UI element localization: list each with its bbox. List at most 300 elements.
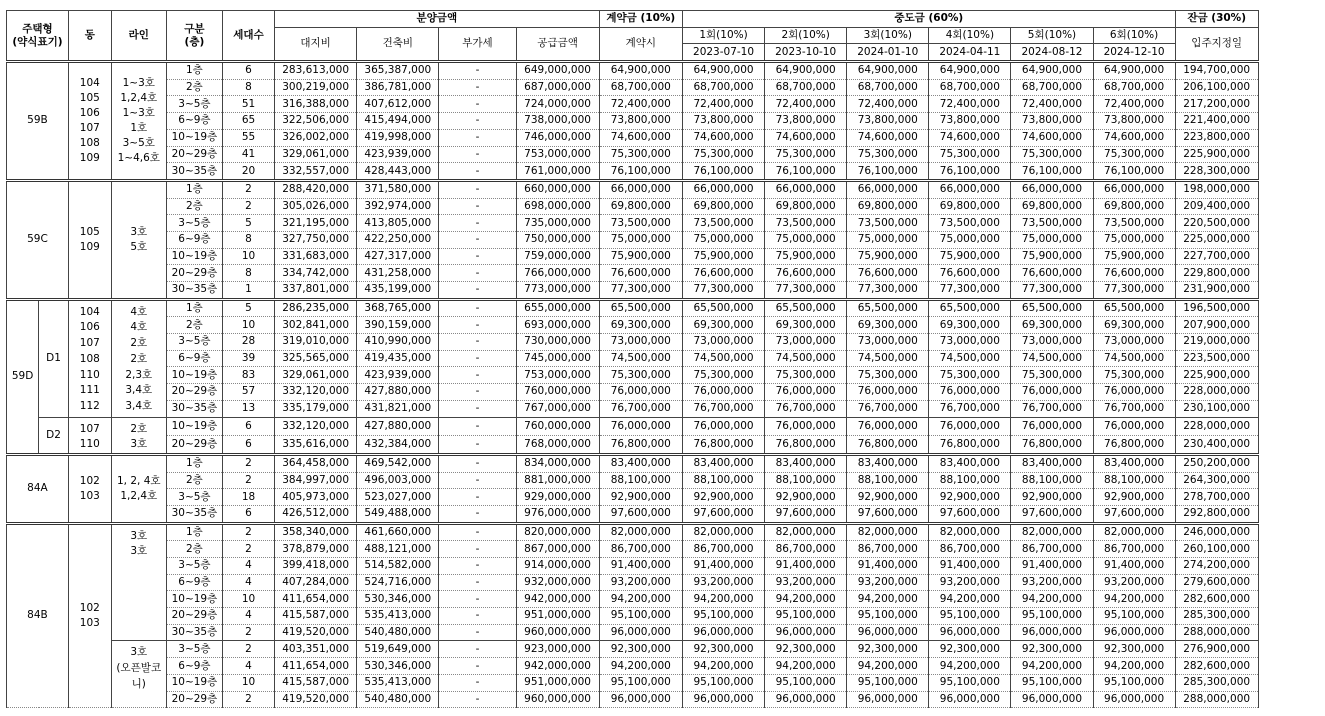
cell-deposit: 66,000,000 (599, 180, 682, 198)
cell-building: 435,199,000 (357, 282, 439, 300)
table-row (7, 591, 1325, 608)
dong-list (68, 454, 111, 523)
cell-supply: 724,000,000 (516, 96, 599, 113)
cell-building: 496,003,000 (357, 472, 439, 489)
header-middle-5: 5회(10%) (1011, 27, 1093, 44)
cell-middle-5: 95,100,000 (1011, 608, 1093, 625)
table-row (7, 691, 1325, 708)
cell-middle-1: 72,400,000 (682, 96, 764, 113)
type-label-59c: 59C (7, 180, 69, 299)
cell-supply: 767,000,000 (516, 400, 599, 417)
type-label-84b: 84B (7, 523, 69, 708)
cell-middle-6: 83,400,000 (1093, 454, 1175, 472)
cell-units: 6 (223, 505, 275, 523)
table-row (7, 282, 1325, 300)
cell-middle-4: 95,100,000 (929, 674, 1011, 691)
cell-floor: 1층 (166, 62, 222, 80)
cell-middle-1: 76,100,000 (682, 163, 764, 181)
cell-deposit: 82,000,000 (599, 523, 682, 541)
cell-supply: 759,000,000 (516, 248, 599, 265)
cell-middle-3: 77,300,000 (847, 282, 929, 300)
cell-middle-3: 76,000,000 (847, 417, 929, 435)
line-list-entry: 2,3호 (125, 368, 153, 381)
cell-units: 65 (223, 113, 275, 130)
cell-building: 469,542,000 (357, 454, 439, 472)
cell-middle-3: 75,300,000 (847, 146, 929, 163)
cell-middle-4: 76,000,000 (929, 417, 1011, 435)
cell-middle-2: 68,700,000 (765, 79, 847, 96)
cell-land: 327,750,000 (275, 231, 357, 248)
cell-deposit: 94,200,000 (599, 591, 682, 608)
cell-deposit: 86,700,000 (599, 541, 682, 558)
cell-floor: 1층 (166, 523, 222, 541)
cell-building: 530,346,000 (357, 591, 439, 608)
cell-supply: 881,000,000 (516, 472, 599, 489)
cell-middle-3: 73,800,000 (847, 113, 929, 130)
cell-middle-1: 74,500,000 (682, 350, 764, 367)
cell-middle-1: 69,800,000 (682, 198, 764, 215)
header-middle-6: 6회(10%) (1093, 27, 1175, 44)
cell-deposit: 91,400,000 (599, 558, 682, 575)
cell-vat: - (439, 113, 516, 130)
cell-middle-5: 76,700,000 (1011, 400, 1093, 417)
cell-building: 392,974,000 (357, 198, 439, 215)
cell-units: 83 (223, 367, 275, 384)
cell-floor: 30~35층 (166, 400, 222, 417)
cell-units: 39 (223, 350, 275, 367)
cell-middle-4: 75,300,000 (929, 146, 1011, 163)
table-row (7, 400, 1325, 417)
cell-middle-1: 77,300,000 (682, 282, 764, 300)
cell-middle-2: 95,100,000 (765, 674, 847, 691)
cell-units: 4 (223, 608, 275, 625)
cell-middle-3: 76,700,000 (847, 400, 929, 417)
cell-units: 57 (223, 384, 275, 401)
cell-building: 514,582,000 (357, 558, 439, 575)
dong-list-entry: 108 (79, 136, 100, 149)
cell-supply: 951,000,000 (516, 608, 599, 625)
cell-middle-5: 82,000,000 (1011, 523, 1093, 541)
cell-units: 1 (223, 282, 275, 300)
line-list-entry: 1~3호 (122, 106, 155, 119)
cell-supply: 960,000,000 (516, 691, 599, 708)
cell-balance: 276,900,000 (1175, 641, 1258, 658)
cell-supply: 745,000,000 (516, 350, 599, 367)
cell-land: 332,120,000 (275, 417, 357, 435)
cell-middle-6: 76,000,000 (1093, 417, 1175, 435)
cell-middle-6: 76,100,000 (1093, 163, 1175, 181)
cell-middle-4: 75,000,000 (929, 231, 1011, 248)
line-list-entry: 3호 (130, 529, 148, 542)
line-list-entry: 5호 (130, 240, 148, 253)
cell-middle-2: 75,000,000 (765, 231, 847, 248)
cell-balance: 229,800,000 (1175, 265, 1258, 282)
cell-middle-1: 96,000,000 (682, 691, 764, 708)
line-list (111, 62, 166, 181)
cell-units: 10 (223, 248, 275, 265)
cell-vat: - (439, 658, 516, 675)
cell-middle-5: 75,900,000 (1011, 248, 1093, 265)
dong-list-entry: 105 (79, 91, 100, 104)
cell-middle-1: 94,200,000 (682, 658, 764, 675)
cell-middle-6: 73,500,000 (1093, 215, 1175, 232)
cell-middle-2: 91,400,000 (765, 558, 847, 575)
table-row (7, 215, 1325, 232)
line-list-entry: 2호 (130, 337, 148, 350)
cell-land: 384,997,000 (275, 472, 357, 489)
cell-land: 322,506,000 (275, 113, 357, 130)
cell-land: 288,420,000 (275, 180, 357, 198)
cell-balance: 220,500,000 (1175, 215, 1258, 232)
dong-list-entry: 104 (79, 76, 100, 89)
table-row (7, 163, 1325, 181)
line-list-entry: (오픈발코 (116, 662, 162, 675)
cell-middle-2: 77,300,000 (765, 282, 847, 300)
cell-middle-5: 77,300,000 (1011, 282, 1093, 300)
cell-middle-2: 73,500,000 (765, 215, 847, 232)
cell-supply: 753,000,000 (516, 146, 599, 163)
line-list-entry: 4호 (130, 321, 148, 334)
cell-units: 2 (223, 180, 275, 198)
cell-middle-2: 97,600,000 (765, 505, 847, 523)
cell-middle-6: 75,900,000 (1093, 248, 1175, 265)
cell-supply: 867,000,000 (516, 541, 599, 558)
table-row (7, 367, 1325, 384)
cell-balance: 207,900,000 (1175, 317, 1258, 334)
cell-balance: 206,100,000 (1175, 79, 1258, 96)
cell-middle-3: 93,200,000 (847, 574, 929, 591)
cell-units: 4 (223, 574, 275, 591)
cell-middle-3: 96,000,000 (847, 691, 929, 708)
cell-building: 535,413,000 (357, 608, 439, 625)
table-row (7, 231, 1325, 248)
cell-middle-4: 86,700,000 (929, 541, 1011, 558)
cell-balance: 282,600,000 (1175, 658, 1258, 675)
cell-middle-5: 66,000,000 (1011, 180, 1093, 198)
cell-vat: - (439, 231, 516, 248)
table-row (7, 624, 1325, 641)
cell-middle-5: 92,900,000 (1011, 489, 1093, 506)
cell-middle-1: 92,300,000 (682, 641, 764, 658)
cell-vat: - (439, 367, 516, 384)
cell-supply: 738,000,000 (516, 113, 599, 130)
cell-units: 4 (223, 658, 275, 675)
table-row (7, 472, 1325, 489)
cell-floor: 10~19층 (166, 417, 222, 435)
cell-building: 423,939,000 (357, 146, 439, 163)
cell-middle-6: 75,300,000 (1093, 367, 1175, 384)
cell-units: 2 (223, 198, 275, 215)
cell-land: 316,388,000 (275, 96, 357, 113)
cell-land: 300,219,000 (275, 79, 357, 96)
cell-supply: 735,000,000 (516, 215, 599, 232)
cell-floor: 30~35층 (166, 282, 222, 300)
cell-middle-6: 74,600,000 (1093, 129, 1175, 146)
cell-middle-1: 69,300,000 (682, 317, 764, 334)
dong-list (68, 180, 111, 299)
cell-middle-5: 65,500,000 (1011, 299, 1093, 317)
cell-middle-5: 74,500,000 (1011, 350, 1093, 367)
cell-middle-6: 73,800,000 (1093, 113, 1175, 130)
dong-list-entry: 103 (79, 616, 100, 629)
cell-vat: - (439, 384, 516, 401)
cell-middle-5: 92,300,000 (1011, 641, 1093, 658)
dong-list (68, 62, 111, 181)
cell-middle-1: 68,700,000 (682, 79, 764, 96)
cell-land: 325,565,000 (275, 350, 357, 367)
cell-vat: - (439, 435, 516, 454)
cell-middle-3: 73,000,000 (847, 334, 929, 351)
dong-list-entry: 106 (79, 106, 100, 119)
cell-middle-2: 72,400,000 (765, 96, 847, 113)
cell-units: 5 (223, 299, 275, 317)
cell-middle-4: 76,000,000 (929, 384, 1011, 401)
cell-deposit: 76,700,000 (599, 400, 682, 417)
header-deposit: 계약금 (10%) (599, 11, 682, 28)
cell-units: 2 (223, 691, 275, 708)
cell-middle-6: 94,200,000 (1093, 658, 1175, 675)
header-line: 라인 (111, 11, 166, 62)
cell-middle-6: 69,800,000 (1093, 198, 1175, 215)
cell-floor: 30~35층 (166, 505, 222, 523)
dong-list (68, 523, 111, 708)
line-list-entry: 1호 (130, 121, 148, 134)
cell-middle-4: 94,200,000 (929, 658, 1011, 675)
cell-deposit: 75,000,000 (599, 231, 682, 248)
cell-middle-4: 74,600,000 (929, 129, 1011, 146)
price-table-container (6, 10, 1325, 708)
cell-middle-1: 75,300,000 (682, 146, 764, 163)
cell-units: 2 (223, 472, 275, 489)
cell-land: 378,879,000 (275, 541, 357, 558)
cell-middle-6: 92,300,000 (1093, 641, 1175, 658)
cell-balance: 260,100,000 (1175, 541, 1258, 558)
cell-supply: 976,000,000 (516, 505, 599, 523)
cell-vat: - (439, 198, 516, 215)
dong-list-entry: 107 (79, 121, 100, 134)
cell-building: 524,716,000 (357, 574, 439, 591)
cell-building: 461,660,000 (357, 523, 439, 541)
cell-middle-3: 95,100,000 (847, 608, 929, 625)
cell-middle-2: 92,300,000 (765, 641, 847, 658)
cell-middle-3: 74,500,000 (847, 350, 929, 367)
cell-land: 334,742,000 (275, 265, 357, 282)
header-middle-payment: 중도금 (60%) (682, 11, 1175, 28)
cell-building: 540,480,000 (357, 691, 439, 708)
cell-building: 419,435,000 (357, 350, 439, 367)
cell-deposit: 76,000,000 (599, 384, 682, 401)
cell-balance: 228,000,000 (1175, 417, 1258, 435)
cell-land: 419,520,000 (275, 691, 357, 708)
line-list (111, 180, 166, 299)
cell-middle-2: 69,800,000 (765, 198, 847, 215)
cell-land: 419,520,000 (275, 624, 357, 641)
cell-building: 427,880,000 (357, 384, 439, 401)
dong-list-entry: 111 (79, 384, 100, 397)
table-row (7, 350, 1325, 367)
table-row (7, 505, 1325, 523)
cell-middle-1: 74,600,000 (682, 129, 764, 146)
cell-floor: 20~29층 (166, 384, 222, 401)
cell-middle-1: 73,800,000 (682, 113, 764, 130)
cell-middle-5: 94,200,000 (1011, 591, 1093, 608)
table-row (7, 129, 1325, 146)
cell-middle-6: 91,400,000 (1093, 558, 1175, 575)
cell-middle-1: 64,900,000 (682, 62, 764, 80)
cell-balance: 219,000,000 (1175, 334, 1258, 351)
cell-deposit: 76,100,000 (599, 163, 682, 181)
cell-middle-2: 83,400,000 (765, 454, 847, 472)
table-row (7, 334, 1325, 351)
cell-middle-1: 75,000,000 (682, 231, 764, 248)
cell-building: 523,027,000 (357, 489, 439, 506)
cell-deposit: 64,900,000 (599, 62, 682, 80)
cell-vat: - (439, 334, 516, 351)
cell-floor: 3~5층 (166, 215, 222, 232)
cell-middle-4: 83,400,000 (929, 454, 1011, 472)
table-row (7, 62, 1325, 80)
cell-units: 2 (223, 523, 275, 541)
cell-middle-5: 64,900,000 (1011, 62, 1093, 80)
cell-middle-4: 75,900,000 (929, 248, 1011, 265)
cell-units: 18 (223, 489, 275, 506)
cell-land: 405,973,000 (275, 489, 357, 506)
cell-deposit: 96,000,000 (599, 624, 682, 641)
cell-middle-3: 92,300,000 (847, 641, 929, 658)
cell-middle-3: 66,000,000 (847, 180, 929, 198)
cell-deposit: 73,800,000 (599, 113, 682, 130)
cell-supply: 760,000,000 (516, 384, 599, 401)
cell-middle-1: 88,100,000 (682, 472, 764, 489)
cell-vat: - (439, 79, 516, 96)
table-row (7, 265, 1325, 282)
cell-building: 535,413,000 (357, 674, 439, 691)
cell-deposit: 69,300,000 (599, 317, 682, 334)
price-table (6, 10, 1325, 708)
cell-middle-1: 73,500,000 (682, 215, 764, 232)
cell-balance: 225,900,000 (1175, 367, 1258, 384)
table-row (7, 641, 1325, 658)
cell-deposit: 73,000,000 (599, 334, 682, 351)
cell-middle-4: 73,800,000 (929, 113, 1011, 130)
cell-middle-2: 65,500,000 (765, 299, 847, 317)
line-list-entry: 1,2,4호 (120, 91, 158, 104)
table-row (7, 384, 1325, 401)
header-middle-4: 4회(10%) (929, 27, 1011, 44)
cell-floor: 6~9층 (166, 574, 222, 591)
cell-supply: 820,000,000 (516, 523, 599, 541)
dong-list-entry: 103 (79, 489, 100, 502)
cell-middle-6: 72,400,000 (1093, 96, 1175, 113)
cell-middle-2: 96,000,000 (765, 624, 847, 641)
cell-vat: - (439, 400, 516, 417)
cell-middle-1: 76,700,000 (682, 400, 764, 417)
cell-building: 423,939,000 (357, 367, 439, 384)
cell-deposit: 75,900,000 (599, 248, 682, 265)
cell-balance: 225,900,000 (1175, 146, 1258, 163)
cell-middle-3: 91,400,000 (847, 558, 929, 575)
cell-supply: 687,000,000 (516, 79, 599, 96)
cell-middle-4: 96,000,000 (929, 624, 1011, 641)
header-dong: 동 (68, 11, 111, 62)
cell-middle-4: 76,700,000 (929, 400, 1011, 417)
cell-floor: 6~9층 (166, 231, 222, 248)
cell-balance: 278,700,000 (1175, 489, 1258, 506)
header-middle-date-3: 2024-01-10 (847, 44, 929, 62)
cell-vat: - (439, 454, 516, 472)
cell-vat: - (439, 691, 516, 708)
table-row (7, 674, 1325, 691)
cell-floor: 2층 (166, 317, 222, 334)
cell-floor: 3~5층 (166, 489, 222, 506)
cell-middle-2: 92,900,000 (765, 489, 847, 506)
cell-building: 427,880,000 (357, 417, 439, 435)
cell-vat: - (439, 505, 516, 523)
cell-land: 411,654,000 (275, 591, 357, 608)
cell-supply: 834,000,000 (516, 454, 599, 472)
cell-balance: 230,400,000 (1175, 435, 1258, 454)
cell-deposit: 77,300,000 (599, 282, 682, 300)
cell-middle-4: 74,500,000 (929, 350, 1011, 367)
cell-land: 286,235,000 (275, 299, 357, 317)
cell-balance: 227,700,000 (1175, 248, 1258, 265)
line-list (111, 299, 166, 417)
header-sale-amount: 분양금액 (275, 11, 600, 28)
cell-building: 428,443,000 (357, 163, 439, 181)
cell-balance: 194,700,000 (1175, 62, 1258, 80)
cell-floor: 6~9층 (166, 658, 222, 675)
cell-middle-1: 95,100,000 (682, 608, 764, 625)
cell-middle-1: 97,600,000 (682, 505, 764, 523)
cell-supply: 942,000,000 (516, 658, 599, 675)
cell-middle-1: 66,000,000 (682, 180, 764, 198)
cell-deposit: 93,200,000 (599, 574, 682, 591)
cell-middle-2: 69,300,000 (765, 317, 847, 334)
cell-building: 540,480,000 (357, 624, 439, 641)
header-middle-date-5: 2024-08-12 (1011, 44, 1093, 62)
cell-middle-3: 75,900,000 (847, 248, 929, 265)
dong-list-entry: 110 (79, 438, 100, 451)
cell-middle-6: 64,900,000 (1093, 62, 1175, 80)
cell-building: 427,317,000 (357, 248, 439, 265)
cell-land: 411,654,000 (275, 658, 357, 675)
dong-list-entry: 112 (79, 399, 100, 412)
cell-middle-6: 96,000,000 (1093, 624, 1175, 641)
cell-land: 319,010,000 (275, 334, 357, 351)
cell-units: 5 (223, 215, 275, 232)
dong-list-entry: 110 (79, 368, 100, 381)
table-row (7, 454, 1325, 472)
cell-middle-3: 68,700,000 (847, 79, 929, 96)
cell-vat: - (439, 674, 516, 691)
cell-middle-4: 76,600,000 (929, 265, 1011, 282)
cell-middle-4: 75,300,000 (929, 367, 1011, 384)
cell-vat: - (439, 472, 516, 489)
cell-land: 403,351,000 (275, 641, 357, 658)
cell-building: 431,821,000 (357, 400, 439, 417)
cell-balance: 217,200,000 (1175, 96, 1258, 113)
cell-building: 530,346,000 (357, 658, 439, 675)
cell-supply: 761,000,000 (516, 163, 599, 181)
cell-middle-3: 88,100,000 (847, 472, 929, 489)
cell-middle-5: 94,200,000 (1011, 658, 1093, 675)
cell-land: 332,557,000 (275, 163, 357, 181)
cell-building: 365,387,000 (357, 62, 439, 80)
cell-units: 6 (223, 62, 275, 80)
cell-vat: - (439, 641, 516, 658)
cell-units: 28 (223, 334, 275, 351)
cell-floor: 30~35층 (166, 163, 222, 181)
